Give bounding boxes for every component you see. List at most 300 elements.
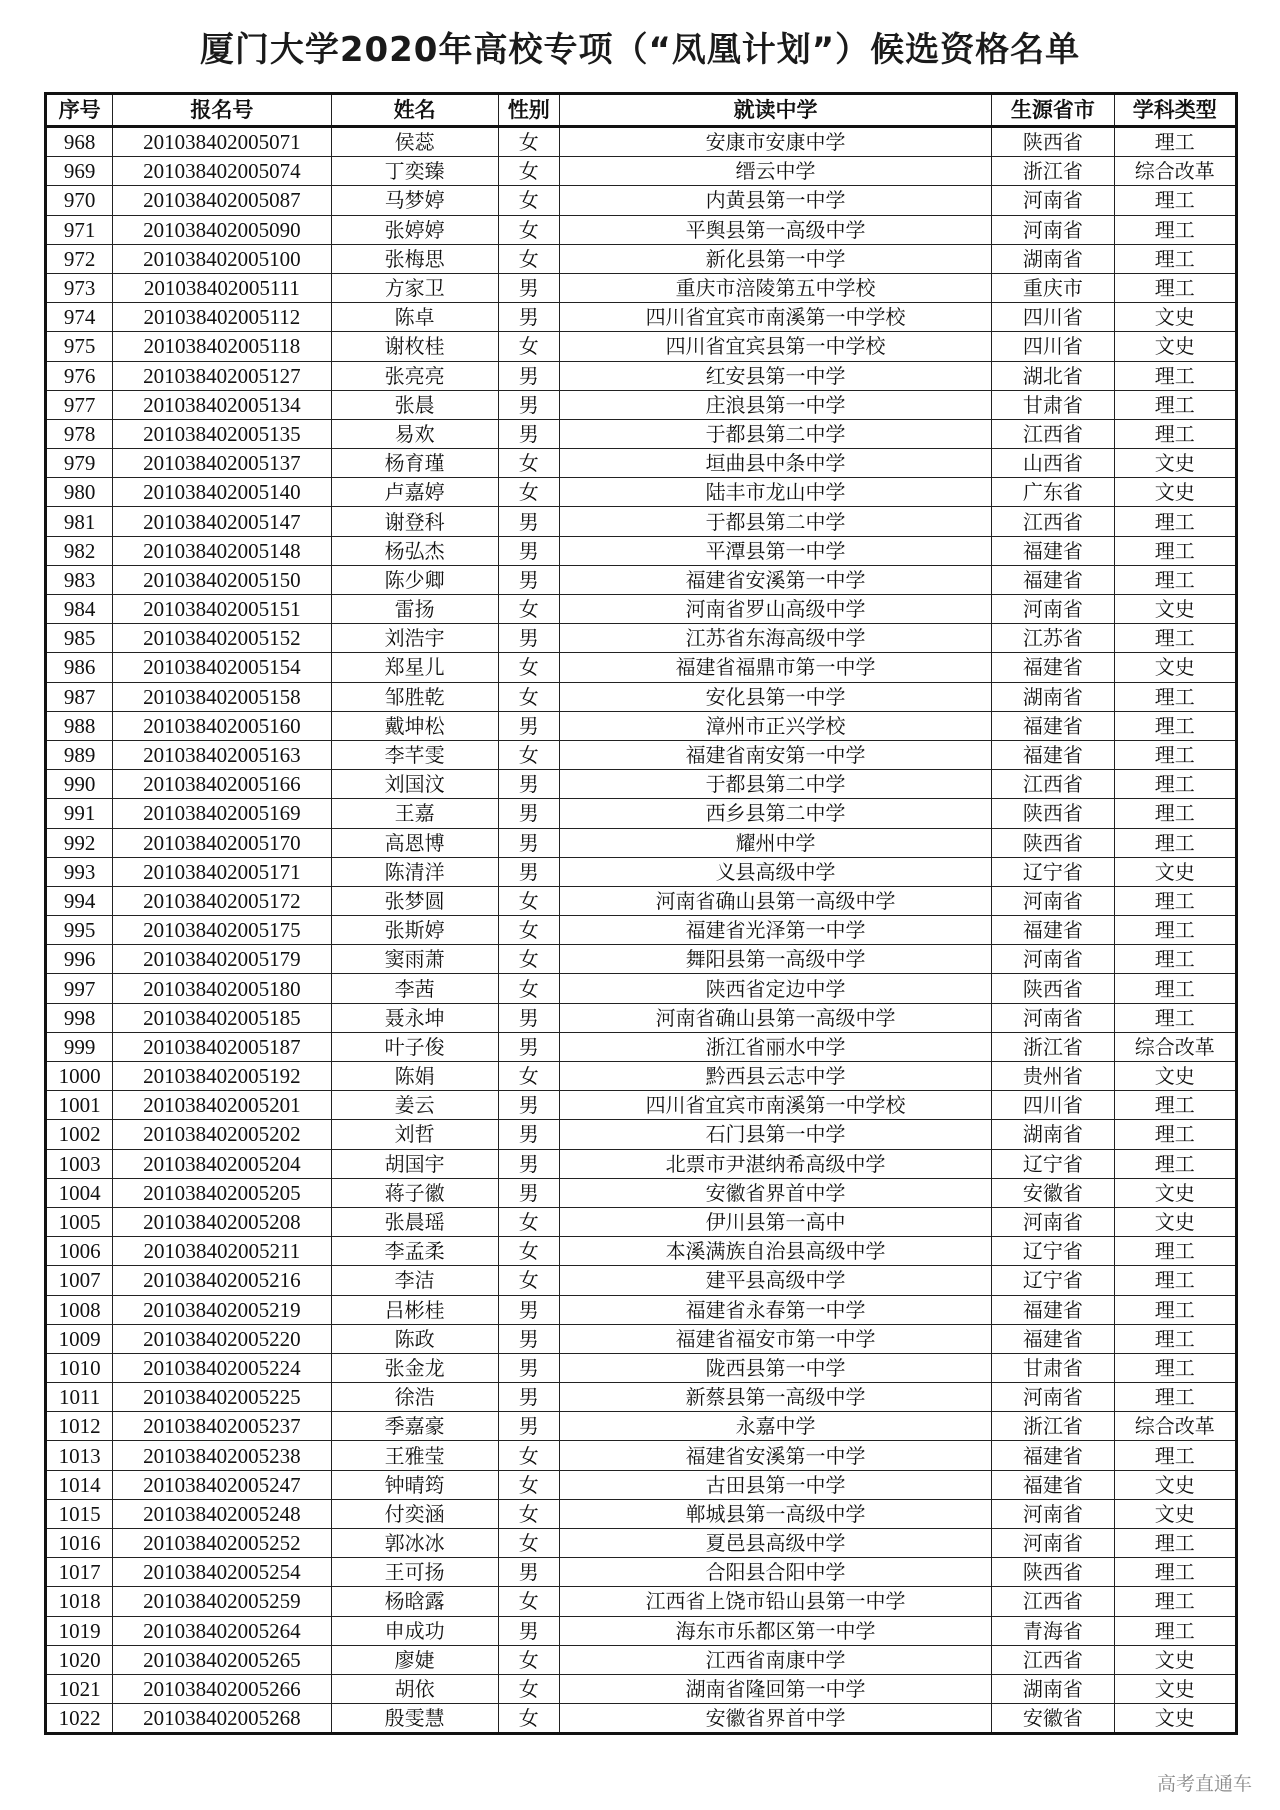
cell-name: 谢枚桂 [331,332,498,361]
cell-seq: 1018 [46,1587,113,1616]
cell-seq: 994 [46,886,113,915]
header-subject: 学科类型 [1114,94,1236,127]
cell-gender: 女 [498,127,559,157]
cell-seq: 995 [46,916,113,945]
table-row [46,711,1237,740]
cell-province: 福建省 [992,1295,1114,1324]
cell-subject: 理工 [1114,1529,1236,1558]
cell-name: 殷雯慧 [331,1704,498,1734]
cell-seq: 996 [46,945,113,974]
cell-school: 江苏省东海高级中学 [559,624,991,653]
cell-gender: 女 [498,332,559,361]
cell-subject: 理工 [1114,244,1236,273]
cell-subject: 理工 [1114,1383,1236,1412]
cell-school: 于都县第二中学 [559,770,991,799]
header-school: 就读中学 [559,94,991,127]
cell-province: 浙江省 [992,1412,1114,1441]
cell-subject: 文史 [1114,478,1236,507]
cell-seq: 984 [46,595,113,624]
table-row [46,974,1237,1003]
cell-school: 本溪满族自治县高级中学 [559,1237,991,1266]
cell-school: 陇西县第一中学 [559,1353,991,1382]
cell-subject: 理工 [1114,419,1236,448]
cell-province: 广东省 [992,478,1114,507]
cell-name: 蒋子徽 [331,1178,498,1207]
cell-gender: 男 [498,419,559,448]
cell-school: 建平县高级中学 [559,1266,991,1295]
table-body [46,127,1237,1734]
cell-gender: 女 [498,1207,559,1236]
cell-school: 黔西县云志中学 [559,1062,991,1091]
table-row [46,595,1237,624]
cell-name: 杨育瑾 [331,449,498,478]
cell-school: 内黄县第一中学 [559,186,991,215]
cell-province: 河南省 [992,886,1114,915]
cell-school: 福建省安溪第一中学 [559,1441,991,1470]
cell-reg-no: 201038402005172 [113,886,331,915]
cell-school: 江西省南康中学 [559,1645,991,1674]
cell-name: 聂永坤 [331,1003,498,1032]
table-row [46,1616,1237,1645]
cell-subject: 理工 [1114,799,1236,828]
cell-reg-no: 201038402005204 [113,1149,331,1178]
header-province: 生源省市 [992,94,1114,127]
cell-subject: 文史 [1114,1062,1236,1091]
cell-school: 河南省确山县第一高级中学 [559,1003,991,1032]
cell-subject: 文史 [1114,303,1236,332]
cell-gender: 男 [498,1120,559,1149]
cell-reg-no: 201038402005137 [113,449,331,478]
cell-reg-no: 201038402005118 [113,332,331,361]
cell-subject: 理工 [1114,1120,1236,1149]
cell-school: 漳州市正兴学校 [559,711,991,740]
cell-school: 福建省安溪第一中学 [559,565,991,594]
cell-province: 河南省 [992,595,1114,624]
cell-gender: 女 [498,886,559,915]
table-row [46,1237,1237,1266]
table-row [46,1207,1237,1236]
table-row [46,215,1237,244]
cell-province: 江西省 [992,419,1114,448]
cell-reg-no: 201038402005150 [113,565,331,594]
cell-school: 平潭县第一中学 [559,536,991,565]
cell-province: 辽宁省 [992,1237,1114,1266]
cell-school: 新蔡县第一高级中学 [559,1383,991,1412]
cell-gender: 女 [498,1499,559,1528]
cell-name: 侯蕊 [331,127,498,157]
cell-seq: 1003 [46,1149,113,1178]
table-row [46,653,1237,682]
cell-reg-no: 201038402005151 [113,595,331,624]
table-row [46,303,1237,332]
cell-reg-no: 201038402005169 [113,799,331,828]
cell-name: 胡国宇 [331,1149,498,1178]
cell-school: 浙江省丽水中学 [559,1032,991,1061]
cell-school: 安化县第一中学 [559,682,991,711]
cell-reg-no: 201038402005179 [113,945,331,974]
cell-school: 陕西省定边中学 [559,974,991,1003]
cell-province: 安徽省 [992,1704,1114,1734]
cell-subject: 文史 [1114,1178,1236,1207]
cell-reg-no: 201038402005135 [113,419,331,448]
cell-gender: 女 [498,1266,559,1295]
cell-gender: 女 [498,1587,559,1616]
cell-seq: 1005 [46,1207,113,1236]
cell-school: 古田县第一中学 [559,1470,991,1499]
cell-gender: 男 [498,828,559,857]
cell-province: 陕西省 [992,828,1114,857]
watermark: 高考直通车 [1156,1773,1252,1795]
cell-gender: 女 [498,1237,559,1266]
cell-school: 湖南省隆回第一中学 [559,1674,991,1703]
cell-gender: 女 [498,244,559,273]
cell-gender: 女 [498,157,559,186]
cell-gender: 男 [498,361,559,390]
cell-gender: 男 [498,565,559,594]
cell-seq: 977 [46,390,113,419]
cell-gender: 女 [498,945,559,974]
cell-reg-no: 201038402005166 [113,770,331,799]
cell-reg-no: 201038402005090 [113,215,331,244]
cell-reg-no: 201038402005175 [113,916,331,945]
cell-gender: 男 [498,390,559,419]
cell-name: 李茜 [331,974,498,1003]
cell-name: 付奕涵 [331,1499,498,1528]
table-row [46,1470,1237,1499]
cell-subject: 理工 [1114,886,1236,915]
table-row [46,1120,1237,1149]
cell-reg-no: 201038402005205 [113,1178,331,1207]
cell-province: 四川省 [992,332,1114,361]
cell-subject: 理工 [1114,1616,1236,1645]
cell-reg-no: 201038402005208 [113,1207,331,1236]
table-header-row [46,94,1237,127]
cell-subject: 文史 [1114,449,1236,478]
table-row [46,857,1237,886]
cell-school: 垣曲县中条中学 [559,449,991,478]
cell-reg-no: 201038402005265 [113,1645,331,1674]
cell-province: 福建省 [992,565,1114,594]
cell-province: 河南省 [992,1003,1114,1032]
cell-reg-no: 201038402005154 [113,653,331,682]
cell-subject: 理工 [1114,711,1236,740]
cell-province: 贵州省 [992,1062,1114,1091]
cell-name: 吕彬桂 [331,1295,498,1324]
cell-seq: 1014 [46,1470,113,1499]
cell-name: 李孟柔 [331,1237,498,1266]
cell-name: 郭冰冰 [331,1529,498,1558]
cell-reg-no: 201038402005134 [113,390,331,419]
cell-province: 陕西省 [992,974,1114,1003]
cell-seq: 988 [46,711,113,740]
cell-name: 钟晴筠 [331,1470,498,1499]
table-row [46,1178,1237,1207]
cell-seq: 974 [46,303,113,332]
cell-subject: 文史 [1114,332,1236,361]
cell-gender: 男 [498,770,559,799]
cell-subject: 理工 [1114,127,1236,157]
cell-gender: 男 [498,1003,559,1032]
cell-seq: 1021 [46,1674,113,1703]
cell-subject: 理工 [1114,536,1236,565]
table-row [46,799,1237,828]
cell-province: 陕西省 [992,127,1114,157]
cell-name: 张金龙 [331,1353,498,1382]
cell-seq: 1000 [46,1062,113,1091]
cell-gender: 女 [498,916,559,945]
table-row [46,1324,1237,1353]
cell-school: 合阳县合阳中学 [559,1558,991,1587]
cell-reg-no: 201038402005100 [113,244,331,273]
cell-reg-no: 201038402005201 [113,1091,331,1120]
cell-subject: 理工 [1114,1237,1236,1266]
header-reg-no: 报名号 [113,94,331,127]
table-row [46,390,1237,419]
cell-province: 四川省 [992,1091,1114,1120]
cell-province: 陕西省 [992,799,1114,828]
cell-name: 丁奕臻 [331,157,498,186]
cell-province: 浙江省 [992,157,1114,186]
cell-subject: 理工 [1114,186,1236,215]
table-row [46,449,1237,478]
cell-seq: 1010 [46,1353,113,1382]
cell-gender: 女 [498,215,559,244]
cell-reg-no: 201038402005248 [113,1499,331,1528]
cell-school: 于都县第二中学 [559,419,991,448]
cell-province: 福建省 [992,916,1114,945]
cell-reg-no: 201038402005264 [113,1616,331,1645]
header-name: 姓名 [331,94,498,127]
cell-seq: 1001 [46,1091,113,1120]
cell-gender: 女 [498,1645,559,1674]
cell-subject: 理工 [1114,361,1236,390]
cell-name: 马梦婷 [331,186,498,215]
cell-name: 王嘉 [331,799,498,828]
cell-province: 辽宁省 [992,1149,1114,1178]
cell-name: 郑星儿 [331,653,498,682]
table-row [46,1266,1237,1295]
cell-subject: 文史 [1114,1207,1236,1236]
table-row [46,945,1237,974]
cell-subject: 文史 [1114,653,1236,682]
cell-school: 永嘉中学 [559,1412,991,1441]
cell-province: 湖北省 [992,361,1114,390]
cell-school: 四川省宜宾市南溪第一中学校 [559,1091,991,1120]
cell-province: 陕西省 [992,1558,1114,1587]
table-row [46,157,1237,186]
cell-name: 张晨瑶 [331,1207,498,1236]
cell-province: 辽宁省 [992,1266,1114,1295]
cell-seq: 969 [46,157,113,186]
cell-subject: 理工 [1114,215,1236,244]
cell-seq: 1011 [46,1383,113,1412]
cell-name: 王雅莹 [331,1441,498,1470]
cell-seq: 1012 [46,1412,113,1441]
cell-school: 四川省宜宾县第一中学校 [559,332,991,361]
cell-gender: 男 [498,1558,559,1587]
cell-subject: 文史 [1114,1704,1236,1734]
cell-seq: 1017 [46,1558,113,1587]
cell-gender: 女 [498,682,559,711]
cell-name: 刘哲 [331,1120,498,1149]
cell-reg-no: 201038402005219 [113,1295,331,1324]
table-row [46,1149,1237,1178]
cell-name: 陈少卿 [331,565,498,594]
cell-seq: 992 [46,828,113,857]
cell-province: 河南省 [992,1383,1114,1412]
table-row [46,1441,1237,1470]
cell-gender: 女 [498,1704,559,1734]
cell-name: 陈娟 [331,1062,498,1091]
cell-name: 胡依 [331,1674,498,1703]
cell-school: 伊川县第一高中 [559,1207,991,1236]
table-row [46,1499,1237,1528]
cell-name: 张斯婷 [331,916,498,945]
cell-name: 刘浩宇 [331,624,498,653]
table-row [46,565,1237,594]
cell-gender: 男 [498,1091,559,1120]
cell-reg-no: 201038402005259 [113,1587,331,1616]
cell-school: 安徽省界首中学 [559,1704,991,1734]
cell-school: 福建省南安第一中学 [559,740,991,769]
table-row [46,361,1237,390]
cell-seq: 1020 [46,1645,113,1674]
cell-seq: 973 [46,273,113,302]
cell-province: 福建省 [992,653,1114,682]
cell-school: 西乡县第二中学 [559,799,991,828]
cell-seq: 1009 [46,1324,113,1353]
cell-seq: 979 [46,449,113,478]
cell-seq: 999 [46,1032,113,1061]
cell-seq: 997 [46,974,113,1003]
cell-school: 于都县第二中学 [559,507,991,536]
cell-province: 浙江省 [992,1032,1114,1061]
cell-subject: 理工 [1114,1149,1236,1178]
table-row [46,1003,1237,1032]
page-title: 厦门大学2020年高校专项（“凤凰计划”）候选资格名单 [199,30,1081,70]
cell-gender: 男 [498,1616,559,1645]
cell-gender: 男 [498,1149,559,1178]
cell-seq: 991 [46,799,113,828]
cell-province: 河南省 [992,186,1114,215]
cell-school: 夏邑县高级中学 [559,1529,991,1558]
cell-seq: 972 [46,244,113,273]
cell-gender: 女 [498,1529,559,1558]
cell-province: 湖南省 [992,682,1114,711]
cell-name: 易欢 [331,419,498,448]
cell-school: 河南省确山县第一高级中学 [559,886,991,915]
cell-reg-no: 201038402005170 [113,828,331,857]
cell-name: 姜云 [331,1091,498,1120]
table-row [46,1062,1237,1091]
cell-seq: 970 [46,186,113,215]
cell-name: 张晨 [331,390,498,419]
cell-name: 张梦圆 [331,886,498,915]
cell-gender: 男 [498,303,559,332]
cell-gender: 女 [498,1674,559,1703]
cell-gender: 男 [498,857,559,886]
cell-gender: 女 [498,1470,559,1499]
cell-seq: 982 [46,536,113,565]
cell-name: 高恩博 [331,828,498,857]
cell-subject: 理工 [1114,565,1236,594]
cell-seq: 1004 [46,1178,113,1207]
cell-reg-no: 201038402005074 [113,157,331,186]
cell-gender: 男 [498,711,559,740]
cell-reg-no: 201038402005148 [113,536,331,565]
cell-subject: 理工 [1114,507,1236,536]
cell-school: 福建省光泽第一中学 [559,916,991,945]
cell-gender: 男 [498,1383,559,1412]
cell-province: 福建省 [992,1470,1114,1499]
cell-seq: 987 [46,682,113,711]
cell-school: 福建省福安市第一中学 [559,1324,991,1353]
cell-seq: 1006 [46,1237,113,1266]
cell-subject: 理工 [1114,1295,1236,1324]
cell-name: 雷扬 [331,595,498,624]
cell-gender: 女 [498,974,559,1003]
cell-reg-no: 201038402005127 [113,361,331,390]
cell-seq: 1007 [46,1266,113,1295]
cell-seq: 985 [46,624,113,653]
cell-gender: 男 [498,1353,559,1382]
cell-seq: 1022 [46,1704,113,1734]
cell-reg-no: 201038402005187 [113,1032,331,1061]
cell-reg-no: 201038402005071 [113,127,331,157]
cell-gender: 女 [498,595,559,624]
cell-reg-no: 201038402005140 [113,478,331,507]
cell-province: 湖南省 [992,244,1114,273]
cell-gender: 男 [498,1032,559,1061]
cell-province: 四川省 [992,303,1114,332]
cell-school: 红安县第一中学 [559,361,991,390]
cell-reg-no: 201038402005185 [113,1003,331,1032]
table-row [46,478,1237,507]
cell-name: 叶子俊 [331,1032,498,1061]
cell-subject: 综合改革 [1114,1412,1236,1441]
cell-name: 张梅思 [331,244,498,273]
table-row [46,536,1237,565]
cell-province: 辽宁省 [992,857,1114,886]
cell-name: 王可扬 [331,1558,498,1587]
cell-province: 河南省 [992,1207,1114,1236]
cell-reg-no: 201038402005160 [113,711,331,740]
cell-school: 陆丰市龙山中学 [559,478,991,507]
cell-school: 江西省上饶市铅山县第一中学 [559,1587,991,1616]
cell-subject: 理工 [1114,1353,1236,1382]
cell-name: 陈卓 [331,303,498,332]
cell-school: 新化县第一中学 [559,244,991,273]
cell-province: 福建省 [992,711,1114,740]
cell-school: 平舆县第一高级中学 [559,215,991,244]
cell-gender: 女 [498,478,559,507]
header-seq: 序号 [46,94,113,127]
cell-gender: 女 [498,740,559,769]
cell-seq: 1019 [46,1616,113,1645]
cell-province: 河南省 [992,945,1114,974]
cell-school: 郸城县第一高级中学 [559,1499,991,1528]
cell-province: 青海省 [992,1616,1114,1645]
cell-subject: 理工 [1114,770,1236,799]
cell-gender: 女 [498,653,559,682]
cell-school: 安徽省界首中学 [559,1178,991,1207]
cell-name: 李芊雯 [331,740,498,769]
cell-reg-no: 201038402005111 [113,273,331,302]
cell-province: 江西省 [992,1587,1114,1616]
table-row [46,186,1237,215]
cell-name: 戴坤松 [331,711,498,740]
cell-reg-no: 201038402005158 [113,682,331,711]
